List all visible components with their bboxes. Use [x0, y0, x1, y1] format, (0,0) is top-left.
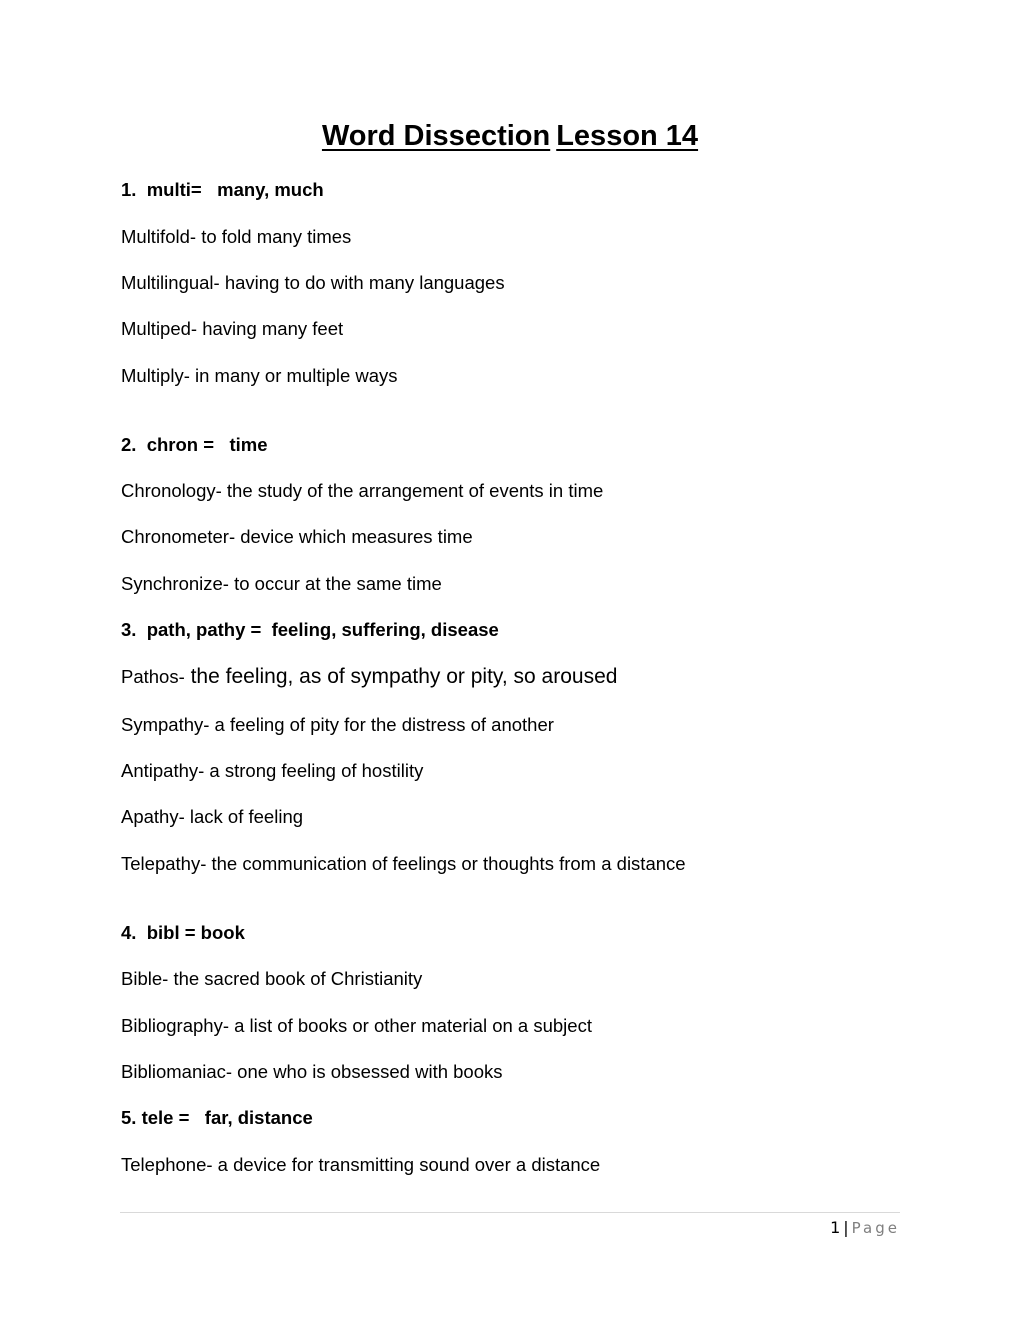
footer-divider	[120, 1212, 900, 1213]
definition-line-pathos	[121, 666, 617, 688]
page-label: Page	[851, 1219, 900, 1237]
definition-line: Synchronize- to occur at the same time	[121, 573, 442, 594]
title-part-1: Word Dissection	[321, 120, 551, 152]
section-heading-multi: 1. multi= many, much	[121, 179, 324, 200]
pathos-term: Pathos-	[121, 666, 185, 687]
section-heading-chron: 2. chron = time	[121, 434, 268, 455]
title-part-2: Lesson 14	[556, 120, 699, 152]
footer-separator: |	[843, 1218, 849, 1237]
section-heading-bibl: 4. bibl = book	[121, 922, 245, 943]
definition-line: Chronology- the study of the arrangement of events in time	[121, 480, 604, 501]
definition-line: Telepathy- the communication of feelings or thoughts from a distance	[121, 853, 686, 874]
definition-line: Multilingual- having to do with many languages	[121, 272, 505, 293]
definition-line: Multiped- having many feet	[121, 318, 344, 339]
definition-line: Bibliomaniac- one who is obsessed with books	[121, 1061, 503, 1082]
definition-line: Chronometer- device which measures time	[121, 526, 473, 547]
definition-line: Apathy- lack of feeling	[121, 806, 304, 827]
definition-line: Multifold- to fold many times	[121, 226, 352, 247]
definition-line: Antipathy- a strong feeling of hostility	[121, 760, 424, 781]
definition-line: Sympathy- a feeling of pity for the distress of another	[121, 714, 554, 735]
definition-line: Bibliography- a list of books or other material on a subject	[121, 1015, 592, 1036]
definition-line: Multiply- in many or multiple ways	[121, 365, 398, 386]
pathos-definition: the feeling, as of sympathy or pity, so aroused	[184, 665, 618, 688]
definition-line: Telephone- a device for transmitting sound over a distance	[121, 1154, 601, 1175]
section-heading-path: 3. path, pathy = feeling, suffering, disease	[121, 619, 499, 640]
section-heading-tele: 5. tele = far, distance	[121, 1107, 313, 1128]
page-number: 1	[830, 1218, 841, 1237]
definition-line: Bible- the sacred book of Christianity	[121, 968, 423, 989]
page-footer	[830, 1218, 900, 1237]
page-title	[0, 120, 1020, 153]
